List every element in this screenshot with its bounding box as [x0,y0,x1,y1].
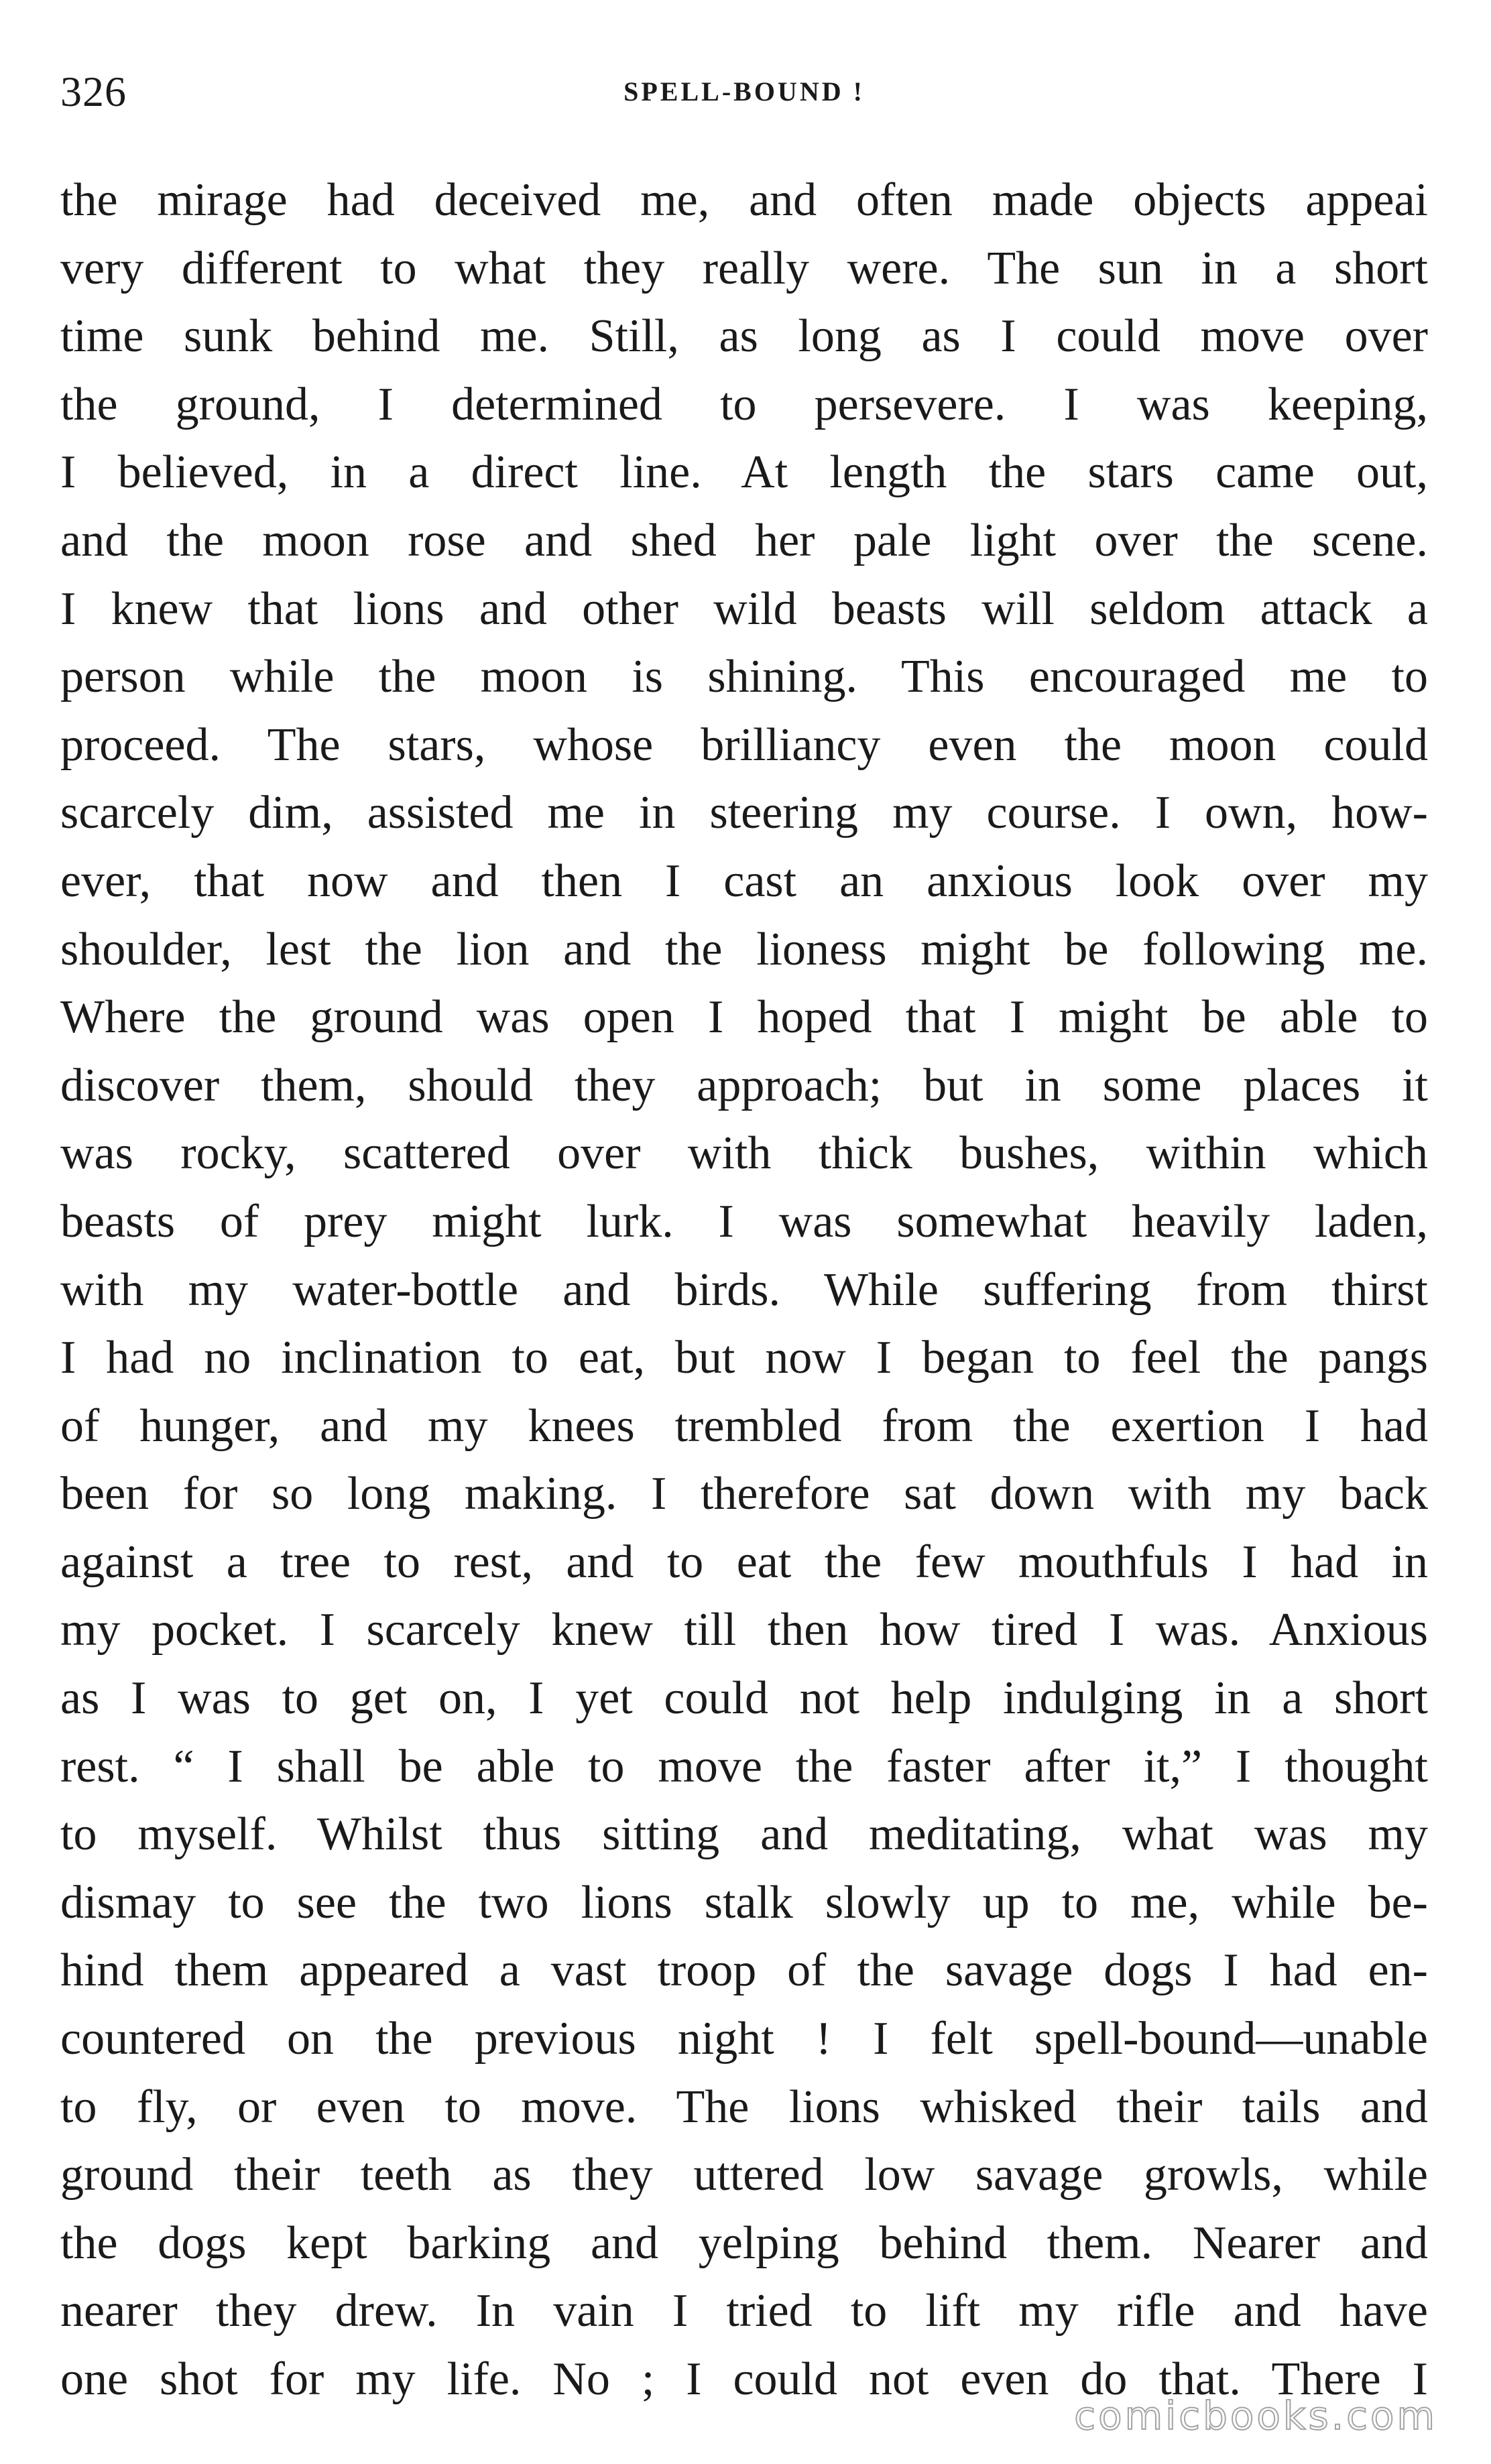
body-text [60,166,1428,2414]
running-head [60,62,1428,122]
text-line: ever, that now and then I cast an anxious look over my [60,855,1428,907]
text-line: I believed, in a direct line. At length the stars came out, [60,446,1428,499]
text-line: very different to what they really were. The sun in a short [60,242,1428,294]
text-line: one shot for my life. No ; I could not even do that. There I [60,2353,1428,2405]
text-line: person while the moon is shining. This encouraged me to [60,651,1428,703]
running-title: SPELL-BOUND ! [623,76,865,107]
text-line: I had no inclination to eat, but now I began to feel the pangs [60,1332,1428,1384]
text-line: ground their teeth as they uttered low savage growls, while [60,2149,1428,2201]
text-line: Where the ground was open I hoped that I might be able to [60,991,1428,1044]
text-line: to fly, or even to move. The lions whisked their tails and [60,2081,1428,2133]
text-line: to myself. Whilst thus sitting and meditating, what was my [60,1808,1428,1861]
text-line: against a tree to rest, and to eat the few mouthfuls I had in [60,1536,1428,1588]
text-line: discover them, should they approach; but in some places it [60,1059,1428,1111]
text-line: been for so long making. I therefore sat down with my back [60,1468,1428,1520]
text-line: was rocky, scattered over with thick bushes, within which [60,1127,1428,1180]
page-number: 326 [60,68,127,115]
text-line: as I was to get on, I yet could not help indulging in a short [60,1672,1428,1725]
text-line: shoulder, lest the lion and the lioness might be following me. [60,923,1428,975]
text-line: the dogs kept barking and yelping behind them. Nearer and [60,2217,1428,2269]
text-line: the mirage had deceived me, and often made objects appeai [60,174,1428,226]
text-line: dismay to see the two lions stalk slowly up to me, while be- [60,1876,1428,1928]
text-line: and the moon rose and shed her pale light over the scene. [60,514,1428,566]
text-line: beasts of prey might lurk. I was somewhat heavily laden, [60,1195,1428,1247]
text-line: the ground, I determined to persevere. I was keeping, [60,378,1428,430]
text-line: my pocket. I scarcely knew till then how tired I was. Anxious [60,1604,1428,1656]
text-line: nearer they drew. In vain I tried to lift my rifle and have [60,2285,1428,2337]
watermark: comicbooks.com [1074,2393,1437,2439]
text-line: time sunk behind me. Still, as long as I could move over [60,310,1428,363]
text-line: scarcely dim, assisted me in steering my course. I own, how- [60,787,1428,839]
text-line: rest. “ I shall be able to move the faster after it,” I thought [60,1740,1428,1792]
text-line: hind them appeared a vast troop of the savage dogs I had en- [60,1945,1428,1997]
text-line: countered on the previous night ! I felt spell-bound—unable [60,2013,1428,2065]
text-line: proceed. The stars, whose brilliancy even the moon could [60,719,1428,771]
text-line: of hunger, and my knees trembled from the exertion I had [60,1400,1428,1452]
text-line: I knew that lions and other wild beasts will seldom attack a [60,582,1428,635]
text-line: with my water-bottle and birds. While suffering from thirst [60,1264,1428,1316]
